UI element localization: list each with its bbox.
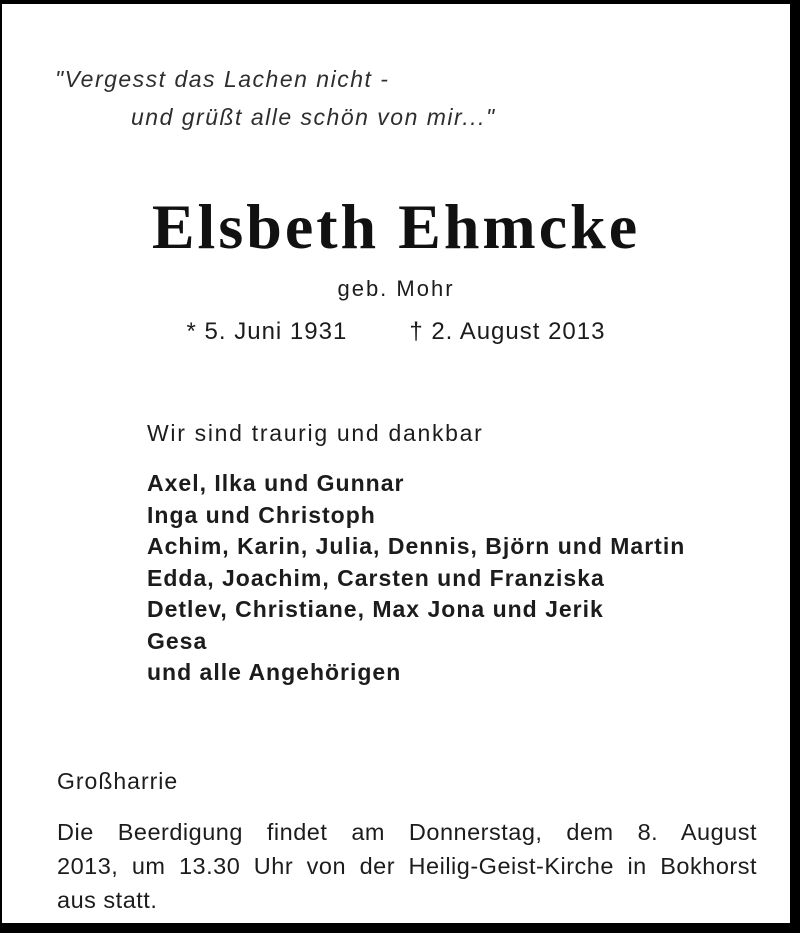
condolence-intro: Wir sind traurig und dankbar: [147, 420, 484, 446]
funeral-line-1: Die Beerdigung findet am Donnerstag, dem 8. August: [57, 819, 757, 845]
birth-date: * 5. Juni 1931: [186, 318, 348, 345]
maiden-name: geb. Mohr: [337, 276, 455, 301]
place-name: Großharrie: [57, 768, 179, 794]
mourner-line: und alle Angehörigen: [147, 659, 402, 685]
mourner-line: Edda, Joachim, Carsten und Franziska: [147, 564, 605, 591]
obituary-page: [2, 4, 790, 923]
quote-line-1: "Vergesst das Lachen nicht -: [55, 66, 390, 92]
deceased-name: Elsbeth Ehmcke: [151, 191, 641, 262]
death-date: † 2. August 2013: [409, 318, 606, 345]
quote-line-2: und grüßt alle schön von mir...": [131, 104, 496, 130]
mourner-line: Detlev, Christiane, Max Jona und Jerik: [147, 596, 604, 622]
memorial-quote: [55, 60, 496, 136]
life-dates: [2, 318, 790, 346]
mourner-line: Inga und Christoph: [147, 501, 376, 528]
funeral-line-2: 2013, um 13.30 Uhr von der Heilig-Geist-Kirche in Bokhorst: [57, 853, 757, 879]
mourners-list: [147, 468, 685, 689]
mourner-line: Gesa: [147, 627, 208, 654]
funeral-line-3: aus statt.: [57, 887, 158, 913]
funeral-announcement: [57, 815, 757, 917]
mourner-line: Axel, Ilka und Gunnar: [147, 470, 405, 496]
mourner-line: Achim, Karin, Julia, Dennis, Björn und Martin: [147, 533, 686, 559]
